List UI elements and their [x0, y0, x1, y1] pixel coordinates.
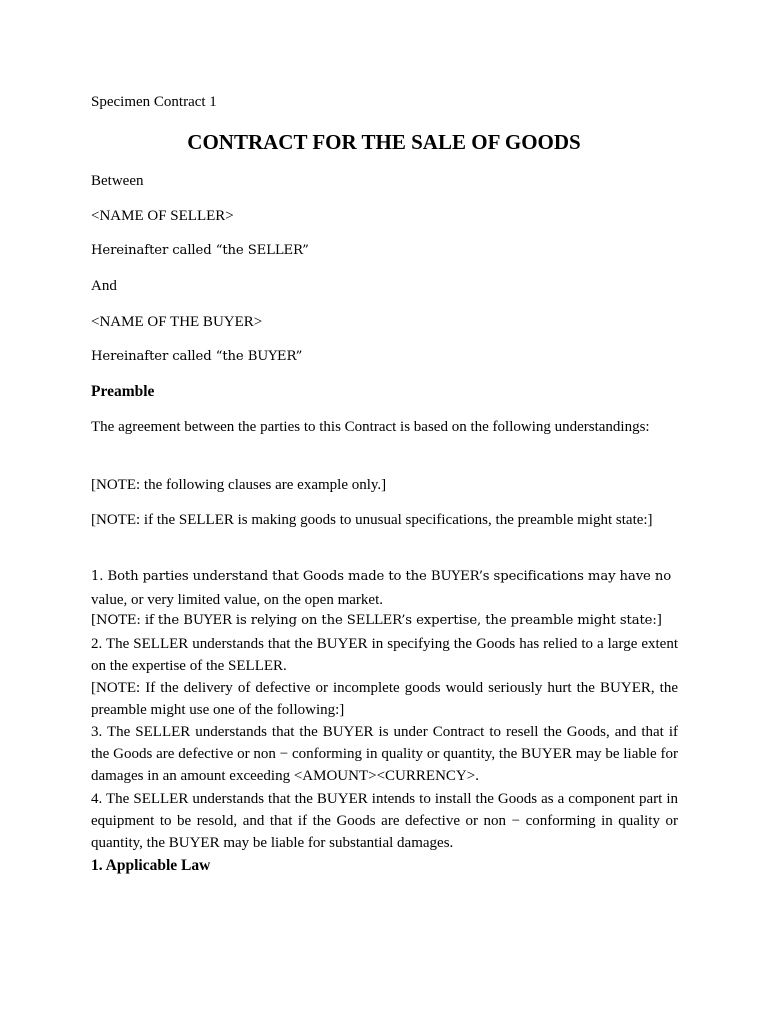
- note-expertise: [NOTE: if the BUYER is relying on the SELLER’s expertise, the preamble might state:]: [91, 613, 662, 628]
- seller-designation: Hereinafter called “the SELLER”: [91, 243, 309, 258]
- between-text: Between: [91, 173, 144, 189]
- section-applicable-law-heading: 1. Applicable Law: [91, 857, 211, 874]
- preamble-item-2: 2. The SELLER understands that the BUYER in specifying the Goods has relied to a large extent on the expertise of the SELLER.: [91, 636, 678, 674]
- preamble-item-1-line-1: 1. Both parties understand that Goods made to the BUYER’s specifications may have no: [91, 569, 672, 584]
- seller-name-placeholder: <NAME OF SELLER>: [91, 208, 234, 224]
- preamble-item-1-line-2: value, or very limited value, on the open market.: [91, 592, 383, 608]
- preamble-heading: Preamble: [91, 383, 155, 400]
- specimen-label: Specimen Contract 1: [91, 94, 217, 110]
- note-examples: [NOTE: the following clauses are example only.]: [91, 477, 387, 493]
- and-text: And: [91, 278, 117, 294]
- buyer-name-placeholder: <NAME OF THE BUYER>: [91, 314, 263, 330]
- buyer-designation: Hereinafter called “the BUYER”: [91, 349, 303, 364]
- preamble-intro: The agreement between the parties to this Contract is based on the following understandings:: [91, 419, 650, 435]
- note-defective-goods: [NOTE: If the delivery of defective or incomplete goods would seriously hurt the BUYER, the preamble might use one of the following:]: [91, 680, 678, 718]
- preamble-item-3: 3. The SELLER understands that the BUYER is under Contract to resell the Goods, and that if the Goods are defective or non − conforming in quality or quantity, the BUYER may be liable for damages in an amount exceeding <AMOUNT><CURRENCY>.: [91, 724, 678, 784]
- preamble-item-4: 4. The SELLER understands that the BUYER intends to install the Goods as a component part in equipment to be resold, and that if the Goods are defective or non − conforming in quality or quantity, the BUYER may be liable for substantial damages.: [91, 791, 678, 851]
- note-unusual-specifications: [NOTE: if the SELLER is making goods to unusual specifications, the preamble might state:]: [91, 512, 653, 528]
- contract-title: CONTRACT FOR THE SALE OF GOODS: [187, 130, 581, 154]
